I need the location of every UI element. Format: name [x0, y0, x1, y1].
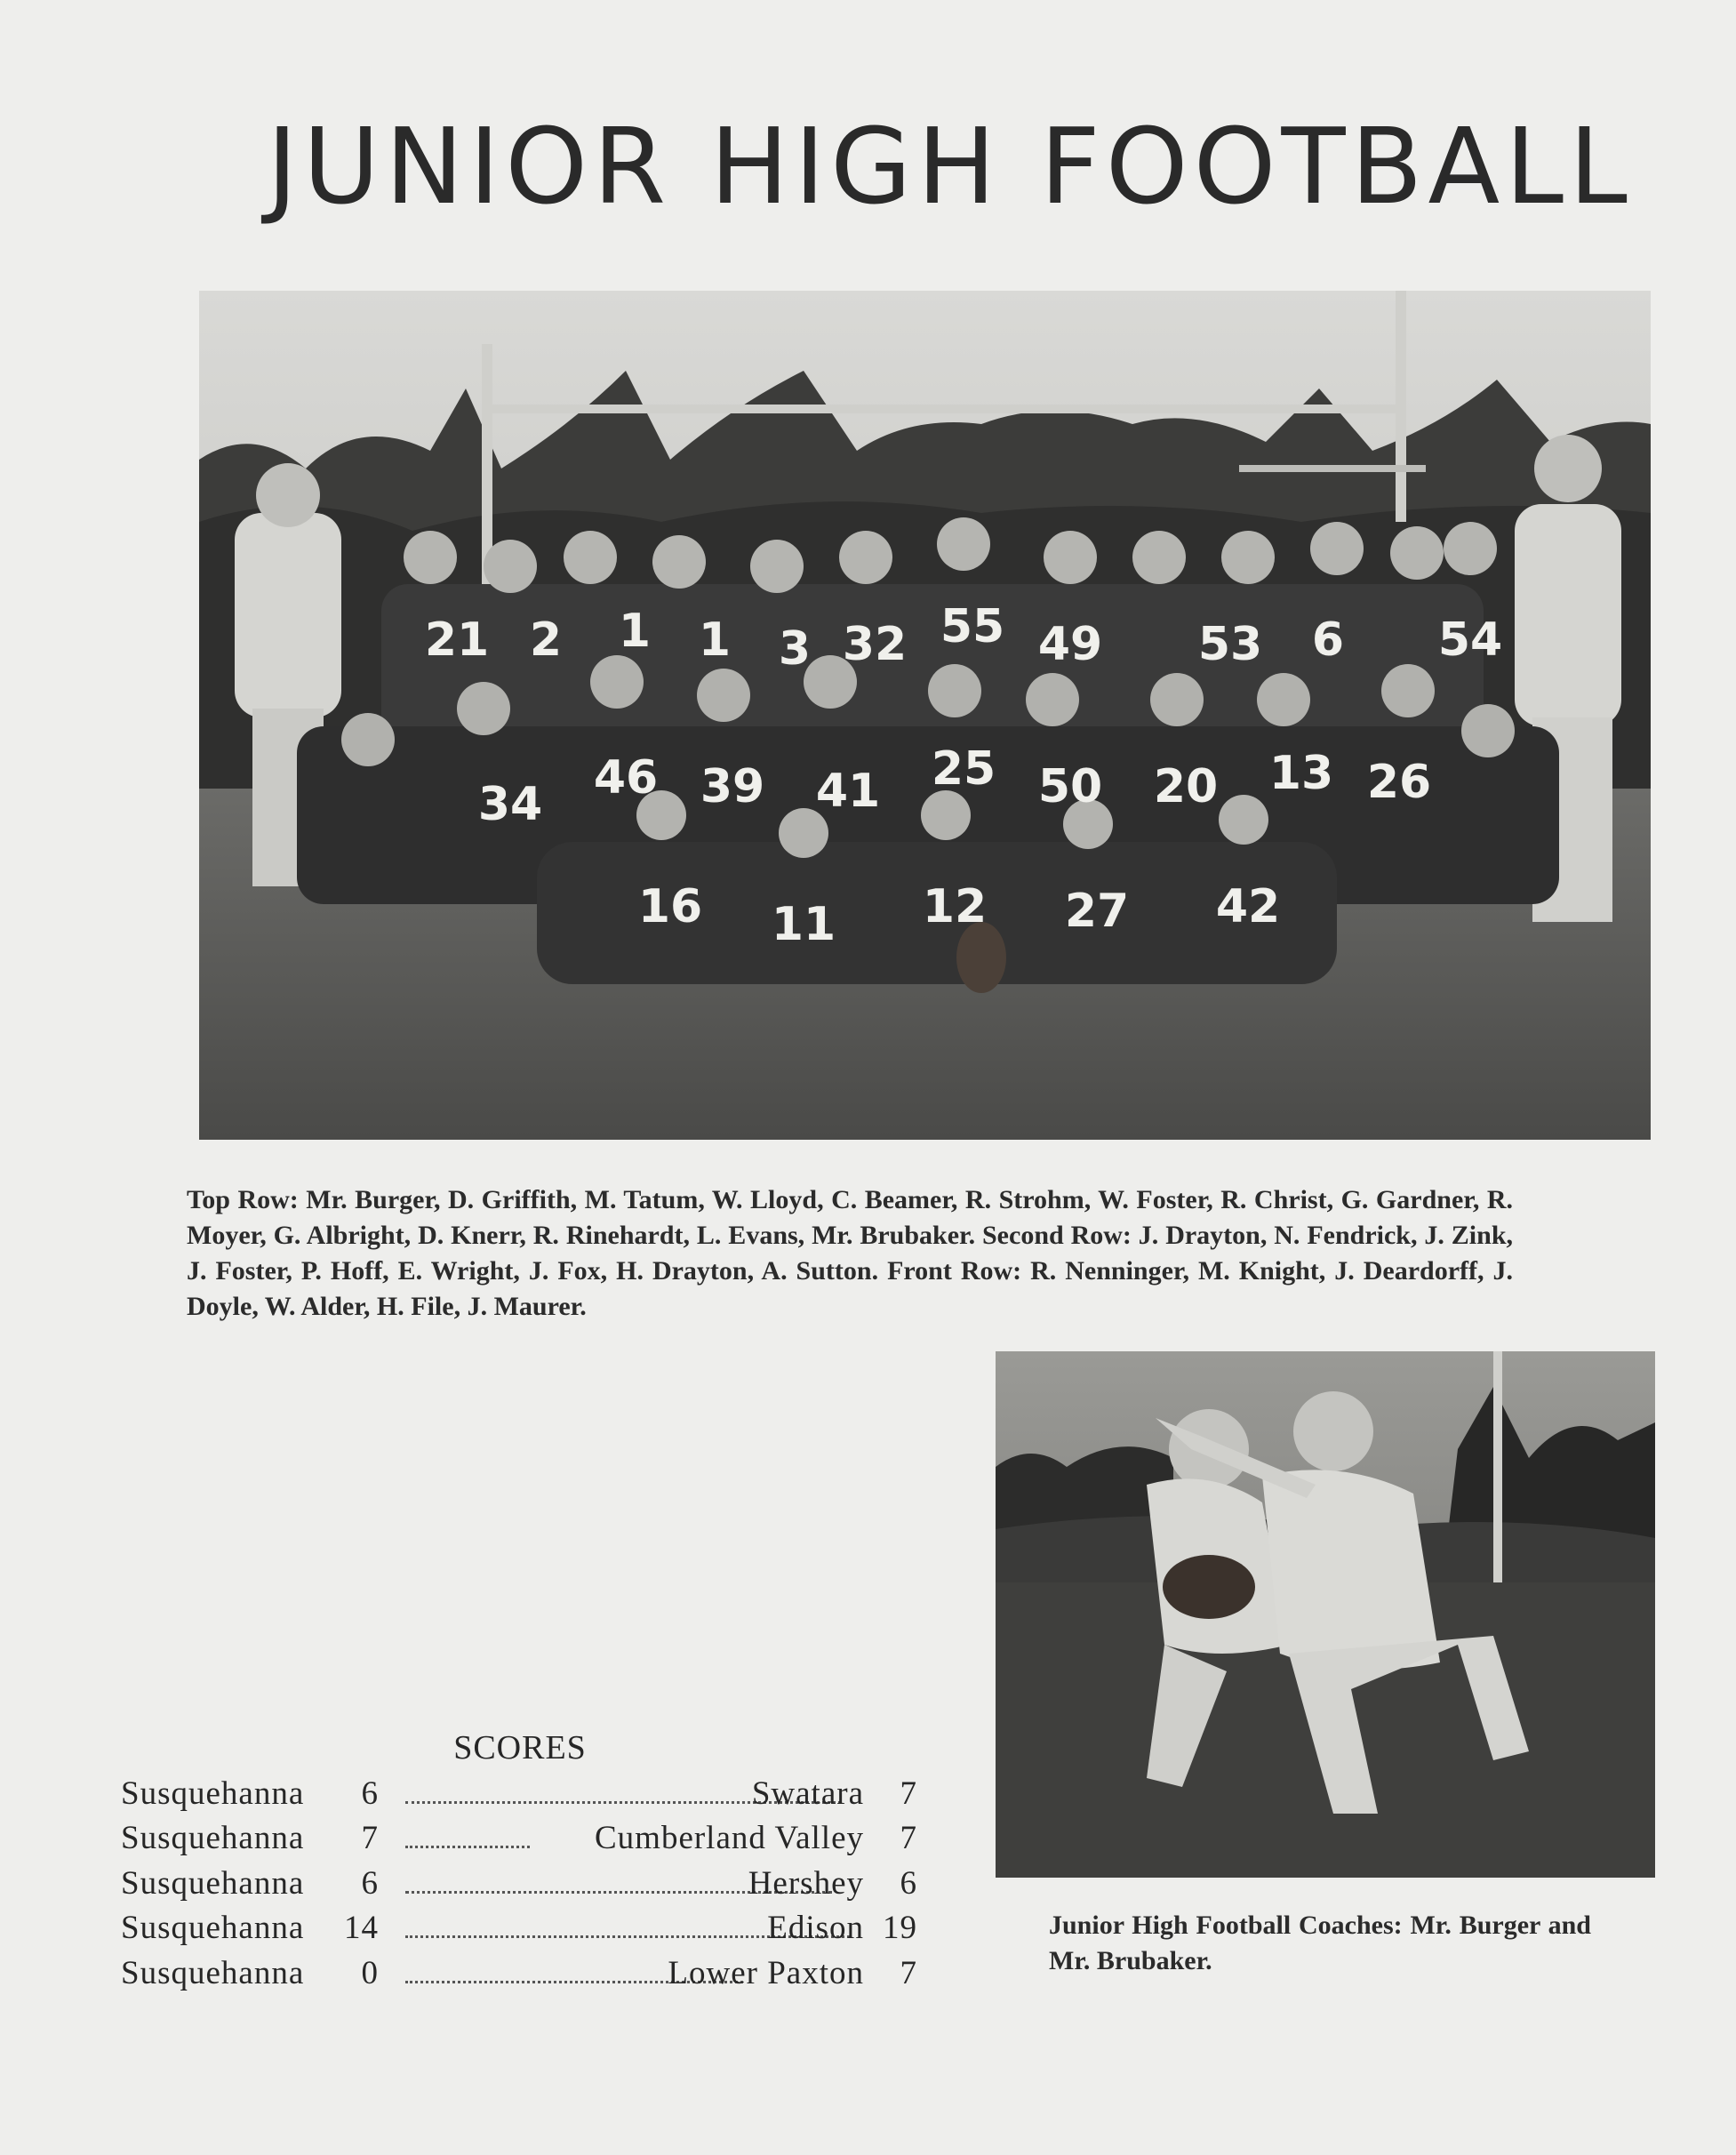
home-team: Susquehanna	[121, 1775, 305, 1812]
jersey-number: 12	[922, 880, 988, 933]
jersey-number: 6	[1311, 613, 1345, 667]
home-team: Susquehanna	[121, 1820, 305, 1856]
jersey-number: 21	[424, 613, 490, 667]
jersey-number: 1	[698, 613, 732, 667]
team-photo-caption: Top Row: Mr. Burger, D. Griffith, M. Tatum, W. Lloyd, C. Beamer, R. Strohm, W. Foster, R. Christ, G. Gardner, R. Moyer, G. Albright, D. Knerr, R. Rinehardt, L. Evans, Mr. Brubaker. Second Row: J. Drayton, N. Fendrick, J. Zink, J. Foster, P. Hoff, E. Wright, J. Fox, H. Drayton, A. Sutton. Front Row: R. Nenninger, M. Knight, J. Deardorff, J. Doyle, W. Alder, H. File, J. Maurer.	[187, 1185, 1513, 1321]
jersey-number: 53	[1197, 618, 1263, 671]
opponent-score: 7	[900, 1820, 917, 1856]
scores-heading: SCORES	[453, 1729, 587, 1766]
jersey-number: 55	[940, 600, 1005, 653]
score-row	[121, 1909, 917, 1953]
jersey-number: 32	[842, 618, 908, 671]
score-row	[121, 1774, 917, 1819]
jersey-number: 25	[931, 742, 996, 796]
jersey-number: 54	[1437, 613, 1503, 667]
opponent-score: 6	[900, 1865, 917, 1902]
jersey-number: 1	[618, 605, 652, 658]
jersey-number: 16	[637, 880, 703, 933]
score-row	[121, 1819, 917, 1863]
jersey-number: 49	[1037, 618, 1103, 671]
jersey-number: 41	[815, 765, 881, 818]
jersey-number: 2	[529, 613, 563, 667]
score-row	[121, 1954, 917, 1999]
jersey-number: 42	[1215, 880, 1281, 933]
opponent-team: Swatara	[751, 1775, 864, 1812]
opponent-team: Hershey	[748, 1865, 864, 1902]
jersey-number: 46	[593, 751, 659, 805]
home-score: 0	[361, 1955, 379, 1991]
jersey-number: 11	[771, 898, 836, 951]
home-score: 7	[361, 1820, 379, 1856]
coaches-photo-caption: Junior High Football Coaches: Mr. Burger and Mr. Brubaker.	[1049, 1911, 1591, 1975]
coaches-photo	[996, 1351, 1655, 1878]
home-score: 14	[344, 1910, 379, 1946]
jersey-number: 50	[1037, 760, 1103, 813]
jersey-number: 34	[477, 778, 543, 831]
dot-leader	[405, 1819, 530, 1848]
score-row	[121, 1864, 917, 1909]
home-score: 6	[361, 1775, 379, 1812]
jersey-number: 27	[1064, 885, 1130, 938]
team-photo	[199, 291, 1651, 1140]
home-team: Susquehanna	[121, 1910, 305, 1946]
jersey-number: 3	[778, 622, 812, 676]
opponent-team: Lower Paxton	[668, 1955, 864, 1991]
jersey-number: 26	[1366, 756, 1432, 809]
opponent-team: Edison	[767, 1910, 864, 1946]
opponent-score: 7	[900, 1775, 917, 1812]
opponent-team: Cumberland Valley	[594, 1820, 864, 1856]
opponent-score: 7	[900, 1955, 917, 1991]
home-team: Susquehanna	[121, 1955, 305, 1991]
jersey-number: 13	[1268, 747, 1334, 800]
opponent-score: 19	[883, 1910, 917, 1946]
page-title: JUNIOR HIGH FOOTBALL	[267, 105, 1633, 228]
home-score: 6	[361, 1865, 379, 1902]
jersey-number: 39	[700, 760, 765, 813]
home-team: Susquehanna	[121, 1865, 305, 1902]
jersey-number: 20	[1153, 760, 1219, 813]
